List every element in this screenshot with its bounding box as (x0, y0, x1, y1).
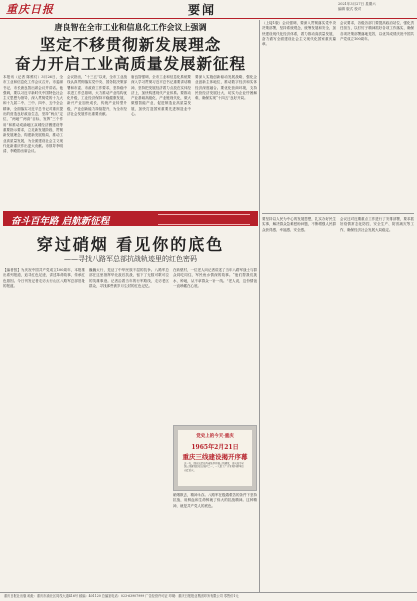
lead-text-column: 本报讯（记者 陈维灯）3月26日，全市工业和信息化工作会议召开。市委副书记、市长唐良智出席会议并讲话。他强调，要以习近平新时代中国特色社会主义思想为指导，深入贯彻党的十九大和十九届二中、三中、四中、五中全会精神，全面落实习近平总书记对重庆提出的营造良好政治生态，坚持“两点”定位、“两地”“两高”目标，发挥“三个作用”和推动成渝地区双城经济圈建设等重要指示要求，立足新发展阶段、贯彻新发展理念、构建新发展格局，推动工业高质量发展，为全面建设社会主义现代化新重庆作出更大贡献。市领导李明清、李殿勋出席会议。 (3, 75, 63, 154)
right-column (262, 21, 414, 591)
right-text-block: 会议还对近期重点工作进行了安排部署，要求抓好疫情常态化防控、安全生产、防汛减灾等工作，确保经济社会发展大局稳定。 (340, 217, 414, 232)
promo-body: 这一天，国家决定在西南地区开展三线建设，重庆成为全国三线建设的重点地区之一，一大批工厂企业和科研单位内迁重庆。 (184, 462, 244, 472)
date-line-1: 2021年3月27日 星期六 (338, 2, 376, 6)
lead-headline-line-1: 坚定不移贯彻新发展理念 (39, 36, 222, 54)
lead-text-column: 会议指出，“十三五”以来，全市工业战线认真贯彻落实党中央、国务院决策部署和市委、市政府工作要求，坚持稳中求进工作总基调，大力推动产业结构优化升级，工业经济保持平稳健康发展，新兴产业加快成长，传统产业转型升级，产业创新能力持续提升，为全市经济社会发展作出重要贡献。 (67, 75, 127, 117)
feature-text-column: 硝烟散去，精神永存。八路军在极端艰苦的条件下坚持抗战，用鲜血和生命铸就了伟大的抗战精神。这种精神，就是共产党人的底色。 (173, 493, 257, 508)
promo-card (178, 430, 252, 486)
feature-text-column: 【编者按】为庆祝中国共产党成立100周年，本报推出系列报道，追寻红色足迹，讲述革命故事，传承红色基因。今日刊发记者走访太行山区八路军总部旧址的报道。 (3, 268, 85, 288)
column-divider (259, 20, 260, 592)
footer-text: 重庆日报社出版 地址：重庆市渝北区同茂大道416号 邮编：401120 总编室电话：023-63907999 广告经营许可证 印刷：重庆日报报业集团印务有限公司 零售价1元 (4, 594, 239, 598)
right-text-block: 要坚持以人民为中心的发展思想，扎实办好民生实事，解决群众急难愁盼问题，不断增强人民群众获得感、幸福感、安全感。 (262, 217, 336, 232)
right-text-block: （上接1版）会议强调，要深入贯彻落实党中央决策部署，坚持系统观念，统筹发展和安全，加快建设现代化经济体系，着力推动高质量发展，奋力谱写全面建设社会主义现代化国家重庆篇章。 (262, 21, 336, 47)
lead-kicker: 唐良智在全市工业和信息化工作会议上强调 (54, 22, 207, 32)
promo-date: 1965年2月21日 (191, 444, 239, 451)
feature-subheadline: ——寻找八路军总部抗战轨迹里的红色密码 (64, 255, 197, 263)
right-divider (262, 213, 414, 214)
masthead (0, 0, 417, 19)
section-title: 要闻 (188, 3, 217, 17)
date-line-2: 编辑 版式 校对 (338, 6, 362, 11)
banner-title: 奋斗百年路 启航新征程 (11, 216, 110, 227)
dateline (338, 2, 376, 11)
lead-text-column: 唐良智强调，全市工业和信息化系统要深入学习贯彻习近平总书记重要讲话精神，坚持把发展经济着力点放在实体经济上，加快构建现代产业体系。要推动产业基础高级化、产业链现代化，做大做强智能产业，促进制造业高质量发展，加快打造国家重要先进制造业中心。 (131, 75, 191, 117)
right-text-block: 会议要求，各级各部门要提高政治站位，强化责任担当，以钉钉子精神抓好各项工作落实，确保各项决策部署落地见效，以优异成绩庆祝中国共产党成立100周年。 (340, 21, 414, 41)
feature-headline: 穿过硝烟 看见你的底色 (36, 235, 225, 254)
section-banner (3, 211, 258, 226)
main-column (3, 21, 258, 591)
feature-text-column: 在砖壁村，一位老人向记者讲述了当年八路军战士与群众同吃同住、军民鱼水情深的故事。“他们帮我们挑水、种地，从不拿群众一针一线。”老人说，这份情谊一直珍藏在心底。 (173, 268, 257, 288)
promo-header: 党史上的今天·重庆 (196, 434, 234, 439)
history-promo-box (173, 425, 257, 491)
feature-text-column: 巍巍太行，见证了中华民族不屈的抗争。八路军总部在这里指挥华北敌后抗战，留下了无数可歌可泣的英雄事迹。记者沿着当年的行军路线，走访老区群众，寻找那些被岁月尘封的红色记忆。 (89, 268, 169, 288)
lead-text-column: 要深入实施创新驱动发展战略，强化企业创新主体地位，推动数字经济和实体经济深度融合。要优化营商环境，支持民营经济发展壮大，切实为企业纾困解难，确保实现“十四五”良好开局。 (195, 75, 257, 101)
lead-headline-line-2: 奋力开启工业高质量发展新征程 (14, 55, 246, 73)
promo-title: 重庆三线建设揭开序幕 (182, 453, 248, 461)
newspaper-logo: 重庆日报 (6, 3, 54, 16)
banner-ornament (158, 214, 250, 225)
